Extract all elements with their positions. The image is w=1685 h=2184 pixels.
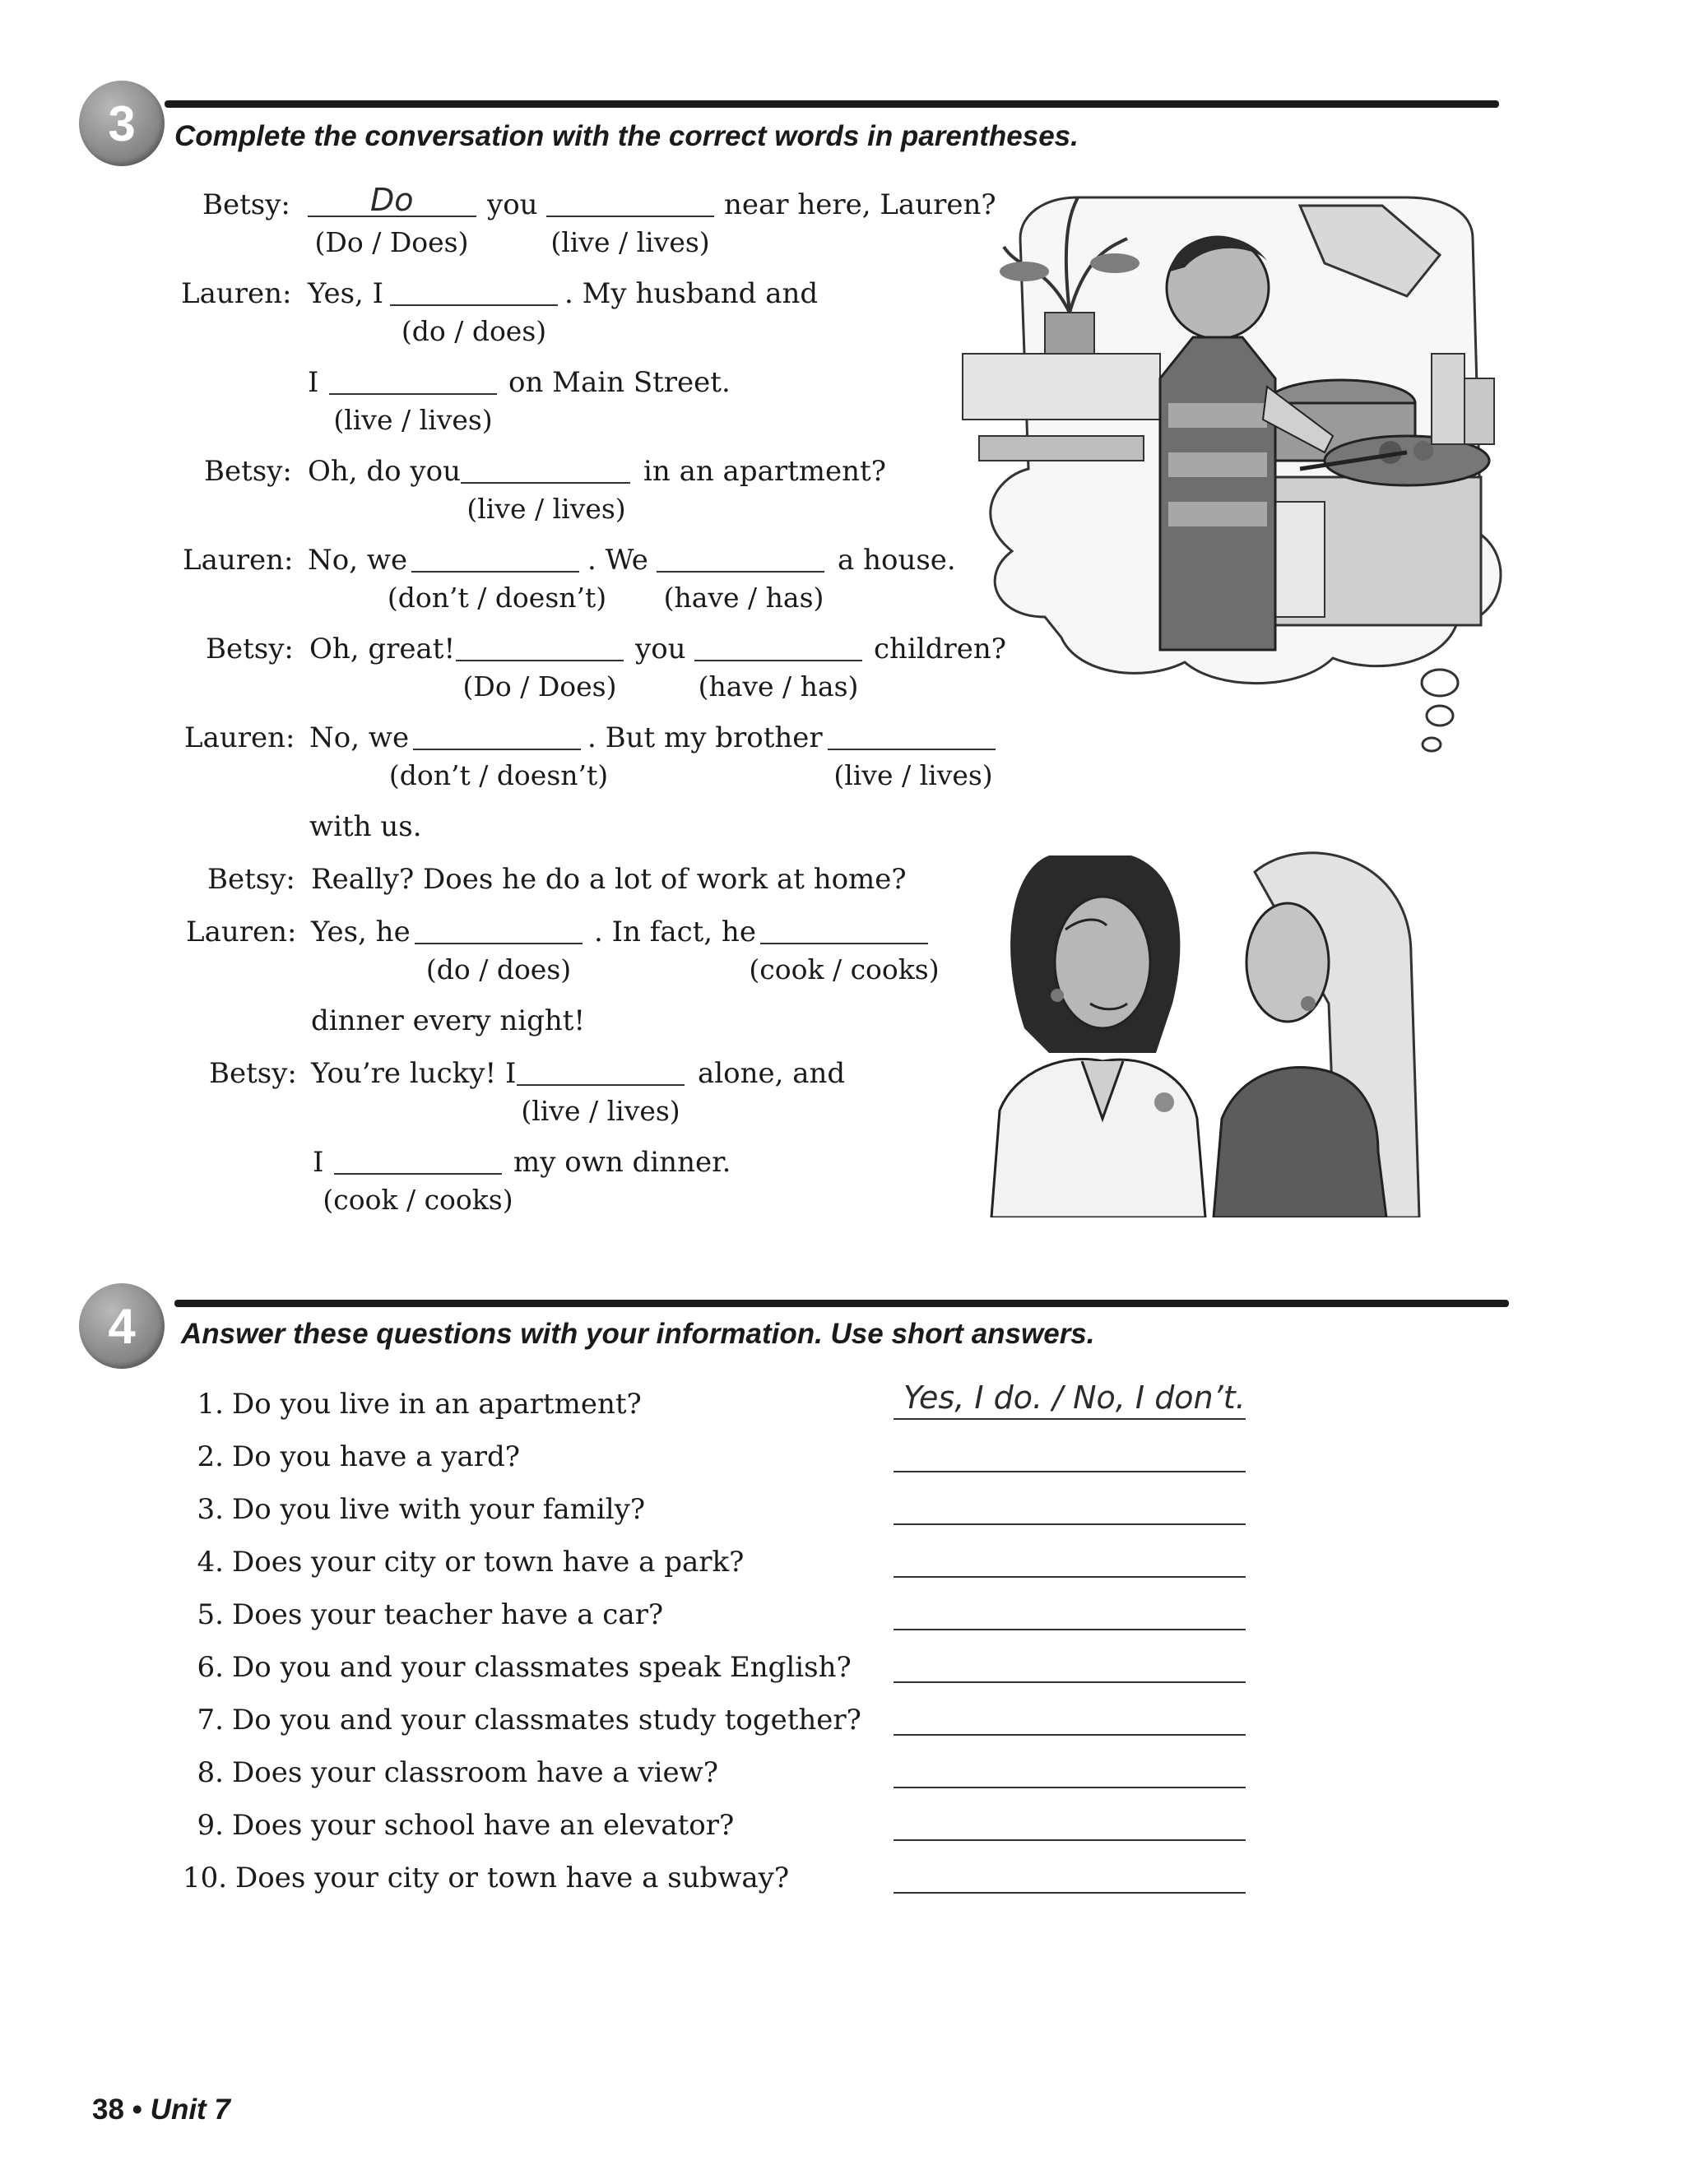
hint-dont-doesnt: (don’t / doesn’t) xyxy=(388,759,609,791)
hint-have-has: (have / has) xyxy=(698,670,859,702)
dialogue-text: . But my brother xyxy=(587,721,823,754)
speaker-betsy: Betsy: xyxy=(202,188,290,221)
speaker-betsy: Betsy: xyxy=(209,1057,297,1090)
dialogue-text: dinner every night! xyxy=(311,1004,586,1037)
dialogue-text: in an apartment? xyxy=(643,455,886,488)
question-number: 3. xyxy=(197,1493,224,1526)
answer-blank-3[interactable] xyxy=(390,304,558,306)
dialogue-text: I xyxy=(308,366,319,399)
answer-blank-6[interactable] xyxy=(411,571,579,573)
answer-line[interactable] xyxy=(894,1787,1246,1788)
hint-do-does: (Do / Does) xyxy=(314,226,469,258)
dialogue-text: you xyxy=(487,188,538,221)
question-text: Does your teacher have a car? xyxy=(232,1598,664,1631)
footer-bullet: • xyxy=(132,2094,142,2126)
question-number: 4. xyxy=(197,1546,224,1579)
answer-line[interactable] xyxy=(894,1471,1246,1472)
answer-line[interactable] xyxy=(894,1418,1246,1420)
answer-blank-14[interactable] xyxy=(517,1084,685,1086)
hint-do-does: (do / does) xyxy=(401,315,547,347)
dialogue-text: You’re lucky! I xyxy=(311,1057,517,1090)
example-answer-short: Yes, I do. / No, I don’t. xyxy=(903,1379,1246,1416)
question-text: Does your classroom have a view? xyxy=(232,1756,718,1789)
hint-do-does: (Do / Does) xyxy=(462,670,617,702)
speaker-lauren: Lauren: xyxy=(183,544,294,577)
answer-blank-4[interactable] xyxy=(329,393,497,395)
answer-line[interactable] xyxy=(894,1892,1246,1894)
question-text: Does your city or town have a park? xyxy=(232,1546,745,1579)
answer-line[interactable] xyxy=(894,1523,1246,1525)
question-number: 7. xyxy=(197,1704,224,1737)
section-3-instruction: Complete the conversation with the correct words in parentheses. xyxy=(174,120,1079,152)
answer-blank-10[interactable] xyxy=(413,749,581,750)
dialogue-text: . In fact, he xyxy=(594,916,756,948)
dialogue-text: No, we xyxy=(309,721,410,754)
section-4-badge: 4 xyxy=(79,1283,165,1369)
hint-live-lives: (live / lives) xyxy=(833,759,993,791)
answer-blank-5[interactable] xyxy=(461,482,630,484)
hint-dont-doesnt: (don’t / doesn’t) xyxy=(387,582,607,614)
dialogue-text: you xyxy=(635,633,686,665)
answer-line[interactable] xyxy=(894,1734,1246,1736)
speaker-lauren: Lauren: xyxy=(184,721,295,754)
speaker-betsy: Betsy: xyxy=(204,455,292,488)
speaker-betsy: Betsy: xyxy=(207,863,295,896)
dialogue-text: alone, and xyxy=(698,1057,846,1090)
page-footer xyxy=(92,2094,230,2126)
dialogue-text: I xyxy=(313,1146,324,1179)
answer-blank-9[interactable] xyxy=(694,660,862,661)
women-illustration xyxy=(983,839,1444,1217)
dialogue-text: Oh, great! xyxy=(309,633,456,665)
answer-line[interactable] xyxy=(894,1576,1246,1578)
hint-live-lives: (live / lives) xyxy=(467,493,626,525)
answer-blank-13[interactable] xyxy=(760,943,928,944)
hint-cook-cooks: (cook / cooks) xyxy=(749,953,940,985)
question-number: 9. xyxy=(197,1809,224,1842)
dialogue-text: near here, Lauren? xyxy=(724,188,996,221)
answer-line[interactable] xyxy=(894,1681,1246,1683)
dialogue-text: with us. xyxy=(309,810,422,843)
question-text: Does your school have an elevator? xyxy=(232,1809,735,1842)
hint-cook-cooks: (cook / cooks) xyxy=(323,1184,513,1216)
dialogue-text: on Main Street. xyxy=(508,366,731,399)
dialogue-text: Yes, I xyxy=(308,277,384,310)
section-3-badge: 3 xyxy=(79,81,165,166)
question-number: 1. xyxy=(197,1388,224,1421)
question-number: 10. xyxy=(183,1862,228,1894)
answer-blank-2[interactable] xyxy=(546,216,714,217)
speaker-lauren: Lauren: xyxy=(181,277,292,310)
dialogue-text: children? xyxy=(874,633,1006,665)
hint-have-has: (have / has) xyxy=(663,582,824,614)
dialogue-text: a house. xyxy=(838,544,956,577)
question-text: Do you have a yard? xyxy=(232,1440,521,1473)
section-4-rule xyxy=(174,1300,1509,1307)
question-text: Do you live in an apartment? xyxy=(232,1388,642,1421)
hint-live-lives: (live / lives) xyxy=(521,1095,680,1127)
hint-live-lives: (live / lives) xyxy=(333,404,493,436)
hint-do-does: (do / does) xyxy=(425,953,572,985)
answer-blank-8[interactable] xyxy=(456,660,624,661)
dialogue-text: Oh, do you xyxy=(308,455,462,488)
dialogue-text: Yes, he xyxy=(311,916,411,948)
kitchen-illustration xyxy=(946,189,1514,814)
answer-line[interactable] xyxy=(894,1839,1246,1841)
unit-label: Unit 7 xyxy=(150,2094,230,2126)
dialogue-text: No, we xyxy=(308,544,408,577)
answer-line[interactable] xyxy=(894,1629,1246,1630)
page-number: 38 xyxy=(92,2094,124,2126)
dialogue-text: my own dinner. xyxy=(513,1146,731,1179)
question-number: 5. xyxy=(197,1598,224,1631)
answer-blank-12[interactable] xyxy=(415,943,583,944)
question-text: Does your city or town have a subway? xyxy=(235,1862,790,1894)
dialogue-text: Really? Does he do a lot of work at home? xyxy=(311,863,907,896)
question-text: Do you and your classmates speak English? xyxy=(232,1651,852,1684)
dialogue-text: . We xyxy=(587,544,648,577)
dialogue-text: . My husband and xyxy=(564,277,819,310)
speaker-lauren: Lauren: xyxy=(186,916,297,948)
answer-blank-7[interactable] xyxy=(657,571,824,573)
speaker-betsy: Betsy: xyxy=(206,633,294,665)
section-4-instruction: Answer these questions with your information. Use short answers. xyxy=(181,1318,1095,1350)
answer-blank-15[interactable] xyxy=(334,1173,502,1175)
question-number: 8. xyxy=(197,1756,224,1789)
question-text: Do you and your classmates study together? xyxy=(232,1704,861,1737)
question-number: 6. xyxy=(197,1651,224,1684)
section-3-rule xyxy=(165,100,1499,108)
question-text: Do you live with your family? xyxy=(232,1493,646,1526)
example-answer-do: Do xyxy=(370,182,414,218)
hint-live-lives: (live / lives) xyxy=(550,226,710,258)
question-number: 2. xyxy=(197,1440,224,1473)
